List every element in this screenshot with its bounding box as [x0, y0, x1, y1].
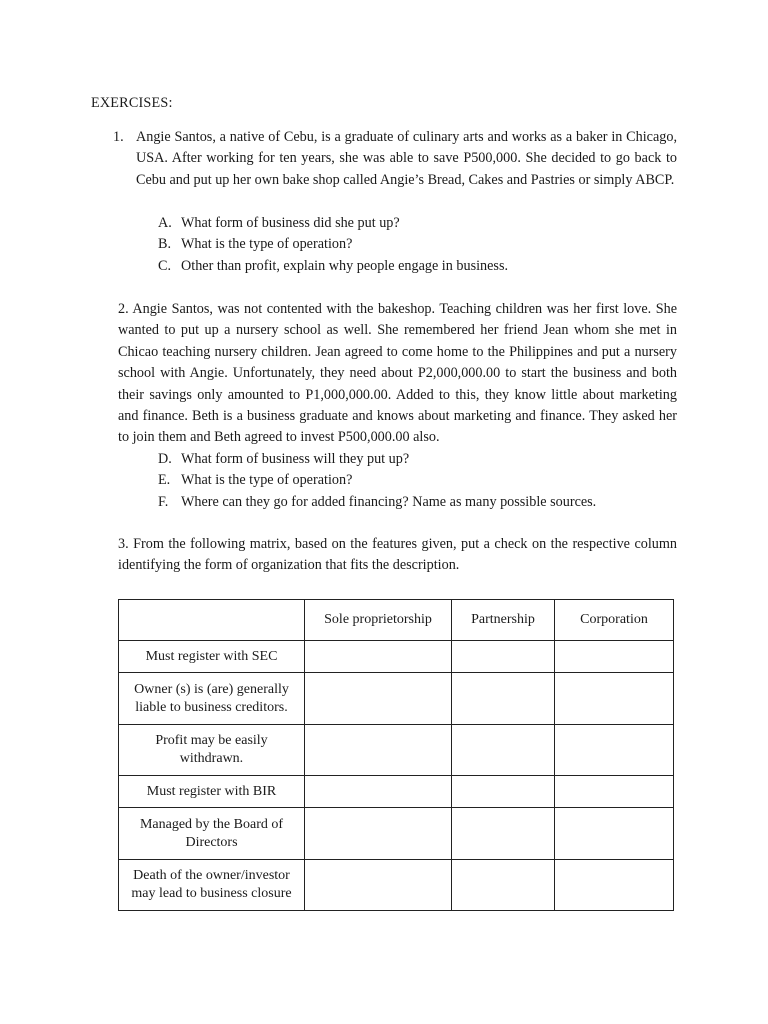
table-header-row — [119, 600, 674, 641]
question-2-item-e — [158, 470, 352, 491]
question-1-text: Angie Santos, a native of Cebu, is a graduate of culinary arts and works as a baker in Chicago, USA. After working for ten years, she was able to save P500,000. She decided to go back to Cebu and put up her own bake shop called Angie’s Bread, Cakes and Pastries or simply ABCP. — [136, 129, 677, 188]
check-cell[interactable] — [305, 673, 452, 725]
question-2-item-f — [158, 492, 596, 513]
question-1-item-c — [158, 256, 508, 277]
row-feature-label: Profit may be easily withdrawn. — [119, 725, 305, 776]
row-feature-label: Death of the owner/investor may lead to business closure — [119, 860, 305, 911]
item-text: What is the type of operation? — [181, 236, 353, 252]
item-letter: D. — [158, 451, 172, 467]
item-text: Other than profit, explain why people engage in business. — [181, 258, 509, 274]
table-header-cell — [119, 600, 305, 641]
item-letter: F. — [158, 494, 169, 510]
check-cell[interactable] — [305, 725, 452, 776]
question-1-number: 1. — [113, 129, 124, 145]
check-cell[interactable] — [555, 808, 674, 860]
item-text: What form of business did she put up? — [181, 215, 400, 231]
row-feature-label: Owner (s) is (are) generally liable to business creditors. — [119, 673, 305, 725]
check-cell[interactable] — [555, 860, 674, 911]
check-cell[interactable] — [452, 808, 555, 860]
table-row — [119, 641, 674, 673]
check-cell[interactable] — [305, 808, 452, 860]
exercises-heading: EXERCISES: — [91, 95, 173, 111]
question-3-text: 3. From the following matrix, based on the features given, put a check on the respective column identifying the form of organization that fits the description. — [118, 536, 677, 574]
table-header-cell: Corporation — [555, 600, 674, 641]
check-cell[interactable] — [452, 860, 555, 911]
table-row — [119, 673, 674, 725]
question-2-text: 2. Angie Santos, was not contented with the bakeshop. Teaching children was her first love. She wanted to put up a nursery school as well. She remembered her friend Jean whom she met in Chicao teaching nursery children. Jean agreed to come home to the Philippines and put a nursery school with Angie. Unfortunately, they need about P2,000,000.00 to start the business and both their savings only amounted to P1,000,000.00. Added to this, they know little about marketing and finance. Beth is a business graduate and knows about marketing and finance. They asked her to join them and Beth agreed to invest P500,000.00 also. — [118, 301, 677, 446]
item-text: Where can they go for added financing? Name as many possible sources. — [181, 494, 597, 510]
row-feature-label: Must register with BIR — [119, 776, 305, 808]
question-1-item-b — [158, 234, 352, 255]
item-letter: A. — [158, 215, 172, 231]
item-text: What form of business will they put up? — [181, 451, 410, 467]
table-row — [119, 860, 674, 911]
table-row — [119, 725, 674, 776]
check-cell[interactable] — [555, 641, 674, 673]
row-feature-label: Must register with SEC — [119, 641, 305, 673]
check-cell[interactable] — [305, 776, 452, 808]
check-cell[interactable] — [555, 673, 674, 725]
check-cell[interactable] — [452, 776, 555, 808]
table-row — [119, 776, 674, 808]
item-letter: C. — [158, 258, 172, 274]
check-cell[interactable] — [452, 725, 555, 776]
item-letter: B. — [158, 236, 172, 252]
check-cell[interactable] — [555, 776, 674, 808]
check-cell[interactable] — [305, 641, 452, 673]
check-cell[interactable] — [452, 673, 555, 725]
table-header-cell: Sole proprietorship — [305, 600, 452, 641]
check-cell[interactable] — [452, 641, 555, 673]
check-cell[interactable] — [555, 725, 674, 776]
check-cell[interactable] — [305, 860, 452, 911]
table-row — [119, 808, 674, 860]
row-feature-label: Managed by the Board of Directors — [119, 808, 305, 860]
item-letter: E. — [158, 472, 171, 488]
item-text: What is the type of operation? — [181, 472, 353, 488]
question-2-item-d — [158, 449, 409, 470]
question-1-item-a — [158, 213, 400, 234]
table-header-cell: Partnership — [452, 600, 555, 641]
organization-matrix-table — [118, 599, 674, 911]
